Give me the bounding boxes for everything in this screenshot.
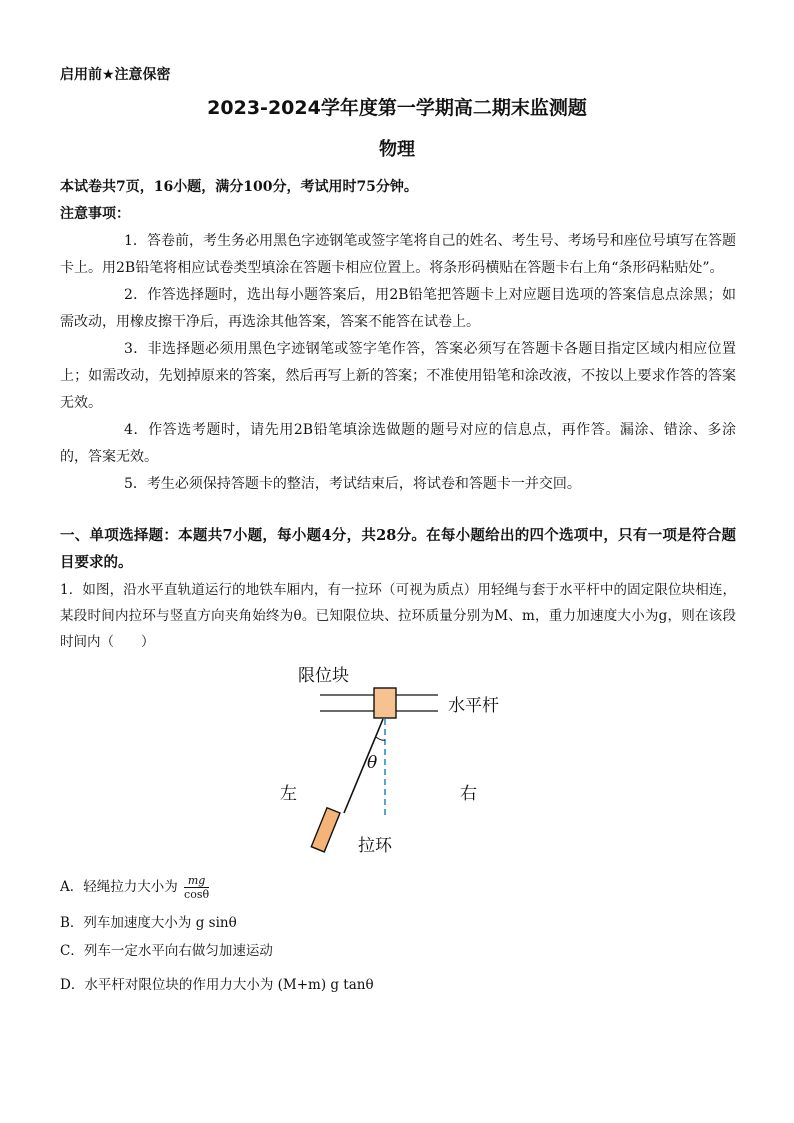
option-d: D．水平杆对限位块的作用力大小为 (M+m) g tanθ <box>60 977 374 993</box>
confidential-mark: 启用前★注意保密 <box>60 67 171 83</box>
notice-list <box>60 228 736 498</box>
notice-item: 5．考生必须保持答题卡的整洁，考试结束后，将试卷和答题卡一并交回。 <box>124 476 581 492</box>
diagram-svg <box>270 655 530 865</box>
notice-item: 3．非选择题必须用黑色字迹钢笔或签字笔作答，答案必须写在答题卡各题目指定区域内相应位置上；如需改动，先划掉原来的答案，然后再写上新的答案；不准使用铅笔和涂改液，不按以上要求作答的答案无效。 <box>60 341 736 411</box>
block-label: 限位块 <box>298 666 349 686</box>
angle-label: θ <box>367 753 378 773</box>
notice-item: 1．答卷前，考生务必用黑色字迹钢笔或签字笔将自己的姓名、考生号、考场号和座位号填写在答题卡上。用2B铅笔将相应试卷类型填涂在答题卡相应位置上。将条形码横贴在答题卡右上角“条形码粘贴处”。 <box>60 233 736 276</box>
fraction-denominator: cosθ <box>184 888 210 901</box>
option-a-text: A．轻绳拉力大小为 <box>60 879 178 895</box>
section-heading: 一、单项选择题：本题共7小题，每小题4分，共28分。在每小题给出的四个选项中，只有一项是符合题目要求的。 <box>60 527 736 571</box>
option-a-fraction <box>184 874 209 901</box>
notice-item: 4．作答选考题时，请先用2B铅笔填涂选做题的题号对应的信息点，再作答。漏涂、错涂、多涂的，答案无效。 <box>60 422 736 465</box>
fraction-numerator: mg <box>184 874 209 888</box>
rod-label: 水平杆 <box>448 696 499 716</box>
left-label: 左 <box>280 784 297 804</box>
exam-intro: 本试卷共7页，16小题，满分100分，考试用时75分钟。 <box>60 179 418 195</box>
option-b: B．列车加速度大小为 g sinθ <box>60 915 237 931</box>
question-1-stem: 1．如图，沿水平直轨道运行的地铁车厢内，有一拉环（可视为质点）用轻绳与套于水平杆中的固定限位块相连，某段时间内拉环与竖直方向夹角始终为θ。已知限位块、拉环质量分别为M、m，重力加速度大小为g，则在该段时间内（ ） <box>60 582 736 650</box>
limit-block-shape <box>374 688 396 718</box>
exam-title: 2023-2024学年度第一学期高二期末监测题 <box>207 97 587 119</box>
notice-heading: 注意事项： <box>60 206 130 222</box>
subject-title: 物理 <box>379 139 415 160</box>
notice-item: 2．作答选择题时，选出每小题答案后，用2B铅笔把答题卡上对应题目选项的答案信息点涂黑；如需改动，用橡皮擦干净后，再选涂其他答案，答案不能答在试卷上。 <box>60 287 736 330</box>
right-label: 右 <box>460 784 477 804</box>
angle-arc <box>376 737 385 740</box>
option-c: C．列车一定水平向右做匀加速运动 <box>60 943 273 959</box>
option-a <box>60 874 209 901</box>
ring-label: 拉环 <box>358 836 392 856</box>
question-1-diagram <box>270 655 530 865</box>
ring-shape <box>311 808 340 852</box>
